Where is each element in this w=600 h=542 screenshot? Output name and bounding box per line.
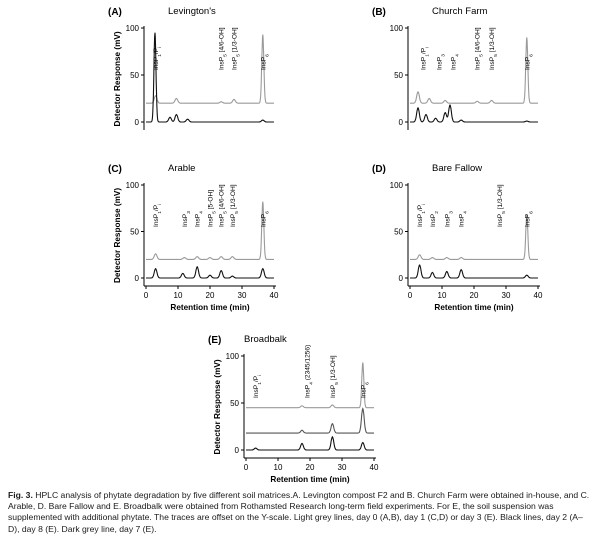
chart-panel-0 [108, 6, 274, 130]
peak-label: InsP$_4$ [194, 211, 205, 227]
peak-label: InsP$_4$ (2345/1256) [304, 344, 314, 398]
series-line-black [410, 105, 538, 122]
panel-title: Broadbalk [244, 334, 287, 345]
series-line-black [146, 267, 274, 278]
panel-title: Bare Fallow [432, 163, 483, 174]
series-line-black [146, 33, 274, 122]
x-tick-label: 20 [469, 291, 479, 300]
peak-label: InsP$_5$ [1/3-OH] [229, 184, 240, 227]
y-tick-label: 0 [134, 118, 139, 127]
y-tick-label: 100 [389, 181, 403, 190]
chart-panel-3 [372, 163, 543, 312]
peak-label: InsP$_5$ [1/3-OH] [497, 184, 507, 227]
x-tick-label: 0 [407, 291, 413, 300]
chart-panel-1 [372, 6, 538, 130]
peak-label: InsP$_6$ [260, 211, 270, 227]
panel-label: (C) [108, 164, 122, 175]
x-tick-label: 40 [533, 291, 543, 300]
panel-title: Church Farm [432, 6, 488, 17]
peak-label: InsP$_5$ [1/3-OH] [489, 27, 499, 70]
x-tick-label: 30 [237, 291, 247, 300]
y-tick-label: 100 [389, 24, 403, 33]
y-tick-label: 50 [130, 227, 139, 237]
series-line-dark_grey [246, 409, 374, 434]
peak-label: $InsP_1/P_i$ [420, 46, 430, 70]
peak-label: $InsP_1/P_i$ [153, 46, 163, 70]
peak-label: InsP$_2$ [429, 211, 440, 227]
y-axis-label: Detector Response (mV) [213, 359, 222, 455]
peak-label: InsP$_5$ [1/3-OH] [329, 355, 340, 398]
x-tick-label: 0 [243, 463, 249, 472]
y-tick-label: 50 [230, 399, 239, 408]
panel-title: Arable [168, 163, 196, 174]
panel-label: (A) [108, 7, 122, 18]
y-tick-label: 0 [398, 118, 403, 127]
peak-label: InsP$_6$ [524, 54, 534, 70]
y-tick-label: 0 [234, 446, 239, 455]
peak-label: InsP$_3$ [181, 211, 192, 227]
x-tick-label: 30 [337, 463, 347, 472]
peak-label: InsP$_5$ [4/6-OH] [218, 27, 229, 70]
x-tick-label: 40 [369, 463, 379, 472]
peak-label: InsP$_4$ [458, 211, 469, 227]
peak-label: InsP$_4$ [450, 54, 461, 70]
peak-label: InsP$_5$ [1/3-OH] [231, 27, 241, 70]
y-tick-label: 0 [398, 274, 403, 283]
y-tick-label: 50 [130, 71, 139, 80]
y-tick-label: 50 [394, 71, 403, 80]
peak-label: InsP$_5$ [5-OH] [207, 189, 217, 227]
chart-panel-4 [208, 334, 379, 484]
y-axis-label: Detector Response (mV) [113, 187, 122, 284]
x-tick-label: 0 [143, 291, 149, 300]
series-line-black [410, 265, 538, 278]
x-tick-label: 10 [173, 291, 183, 300]
panel-label: (E) [208, 335, 222, 346]
peak-label: $InsP_1/P_i$ [253, 374, 263, 398]
peak-label: InsP$_5$ [4/6-OH] [474, 27, 485, 70]
x-axis-label: Retention time (min) [270, 475, 350, 484]
peak-label: InsP$_6$ [260, 54, 270, 70]
x-tick-label: 30 [501, 291, 511, 300]
panel-label: (B) [372, 7, 386, 18]
series-line-light_grey [146, 35, 274, 104]
peak-label: $InsP_1/P_i$ [153, 203, 163, 227]
peak-label: InsP$_6$ [360, 382, 370, 398]
x-tick-label: 10 [437, 291, 447, 300]
x-tick-label: 10 [273, 463, 283, 472]
x-tick-label: 40 [269, 291, 279, 300]
peak-label: InsP$_6$ [524, 211, 534, 227]
peak-label: InsP$_3$ [436, 54, 446, 70]
peak-label: $InsP_1/P_i$ [417, 203, 427, 227]
figure-caption [8, 490, 594, 535]
y-tick-label: 100 [125, 24, 139, 33]
y-tick-label: 100 [225, 352, 239, 361]
panel-title: Levington's [168, 6, 216, 17]
x-axis-label: Retention time (min) [170, 303, 250, 312]
x-tick-label: 20 [205, 291, 215, 300]
series-line-black [246, 437, 374, 450]
y-axis-label: Detector Response (mV) [113, 31, 122, 127]
chart-panel-2 [108, 163, 279, 312]
caption-label: Fig. 3. [8, 490, 33, 500]
caption-text: HPLC analysis of phytate degradation by five different soil matrices.A. Levington compost F2 and B. Church Farm were obtained in-house, and C. Arable, D. Bare Fallow and E. Broadbalk were obtained from Rothamsted Research long-term field experiments. For E, the soil suspension was supplemented with additional phytate. The traces are offset on the Y-scale. Light grey lines, day 0 (A,B), day 1 (C,D) or day 3 (E). Black lines, day 2 (A–D), day 8 (E). Dark grey line, day 7 (E). [8, 490, 590, 534]
y-tick-label: 50 [394, 227, 403, 237]
x-axis-label: Retention time (min) [434, 303, 514, 312]
peak-label: InsP$_3$ [444, 211, 454, 227]
y-tick-label: 100 [125, 181, 139, 190]
panel-label: (D) [372, 164, 386, 175]
x-tick-label: 20 [305, 463, 315, 472]
y-tick-label: 0 [134, 274, 139, 283]
peak-label: InsP$_5$ [4/6-OH] [218, 184, 229, 227]
